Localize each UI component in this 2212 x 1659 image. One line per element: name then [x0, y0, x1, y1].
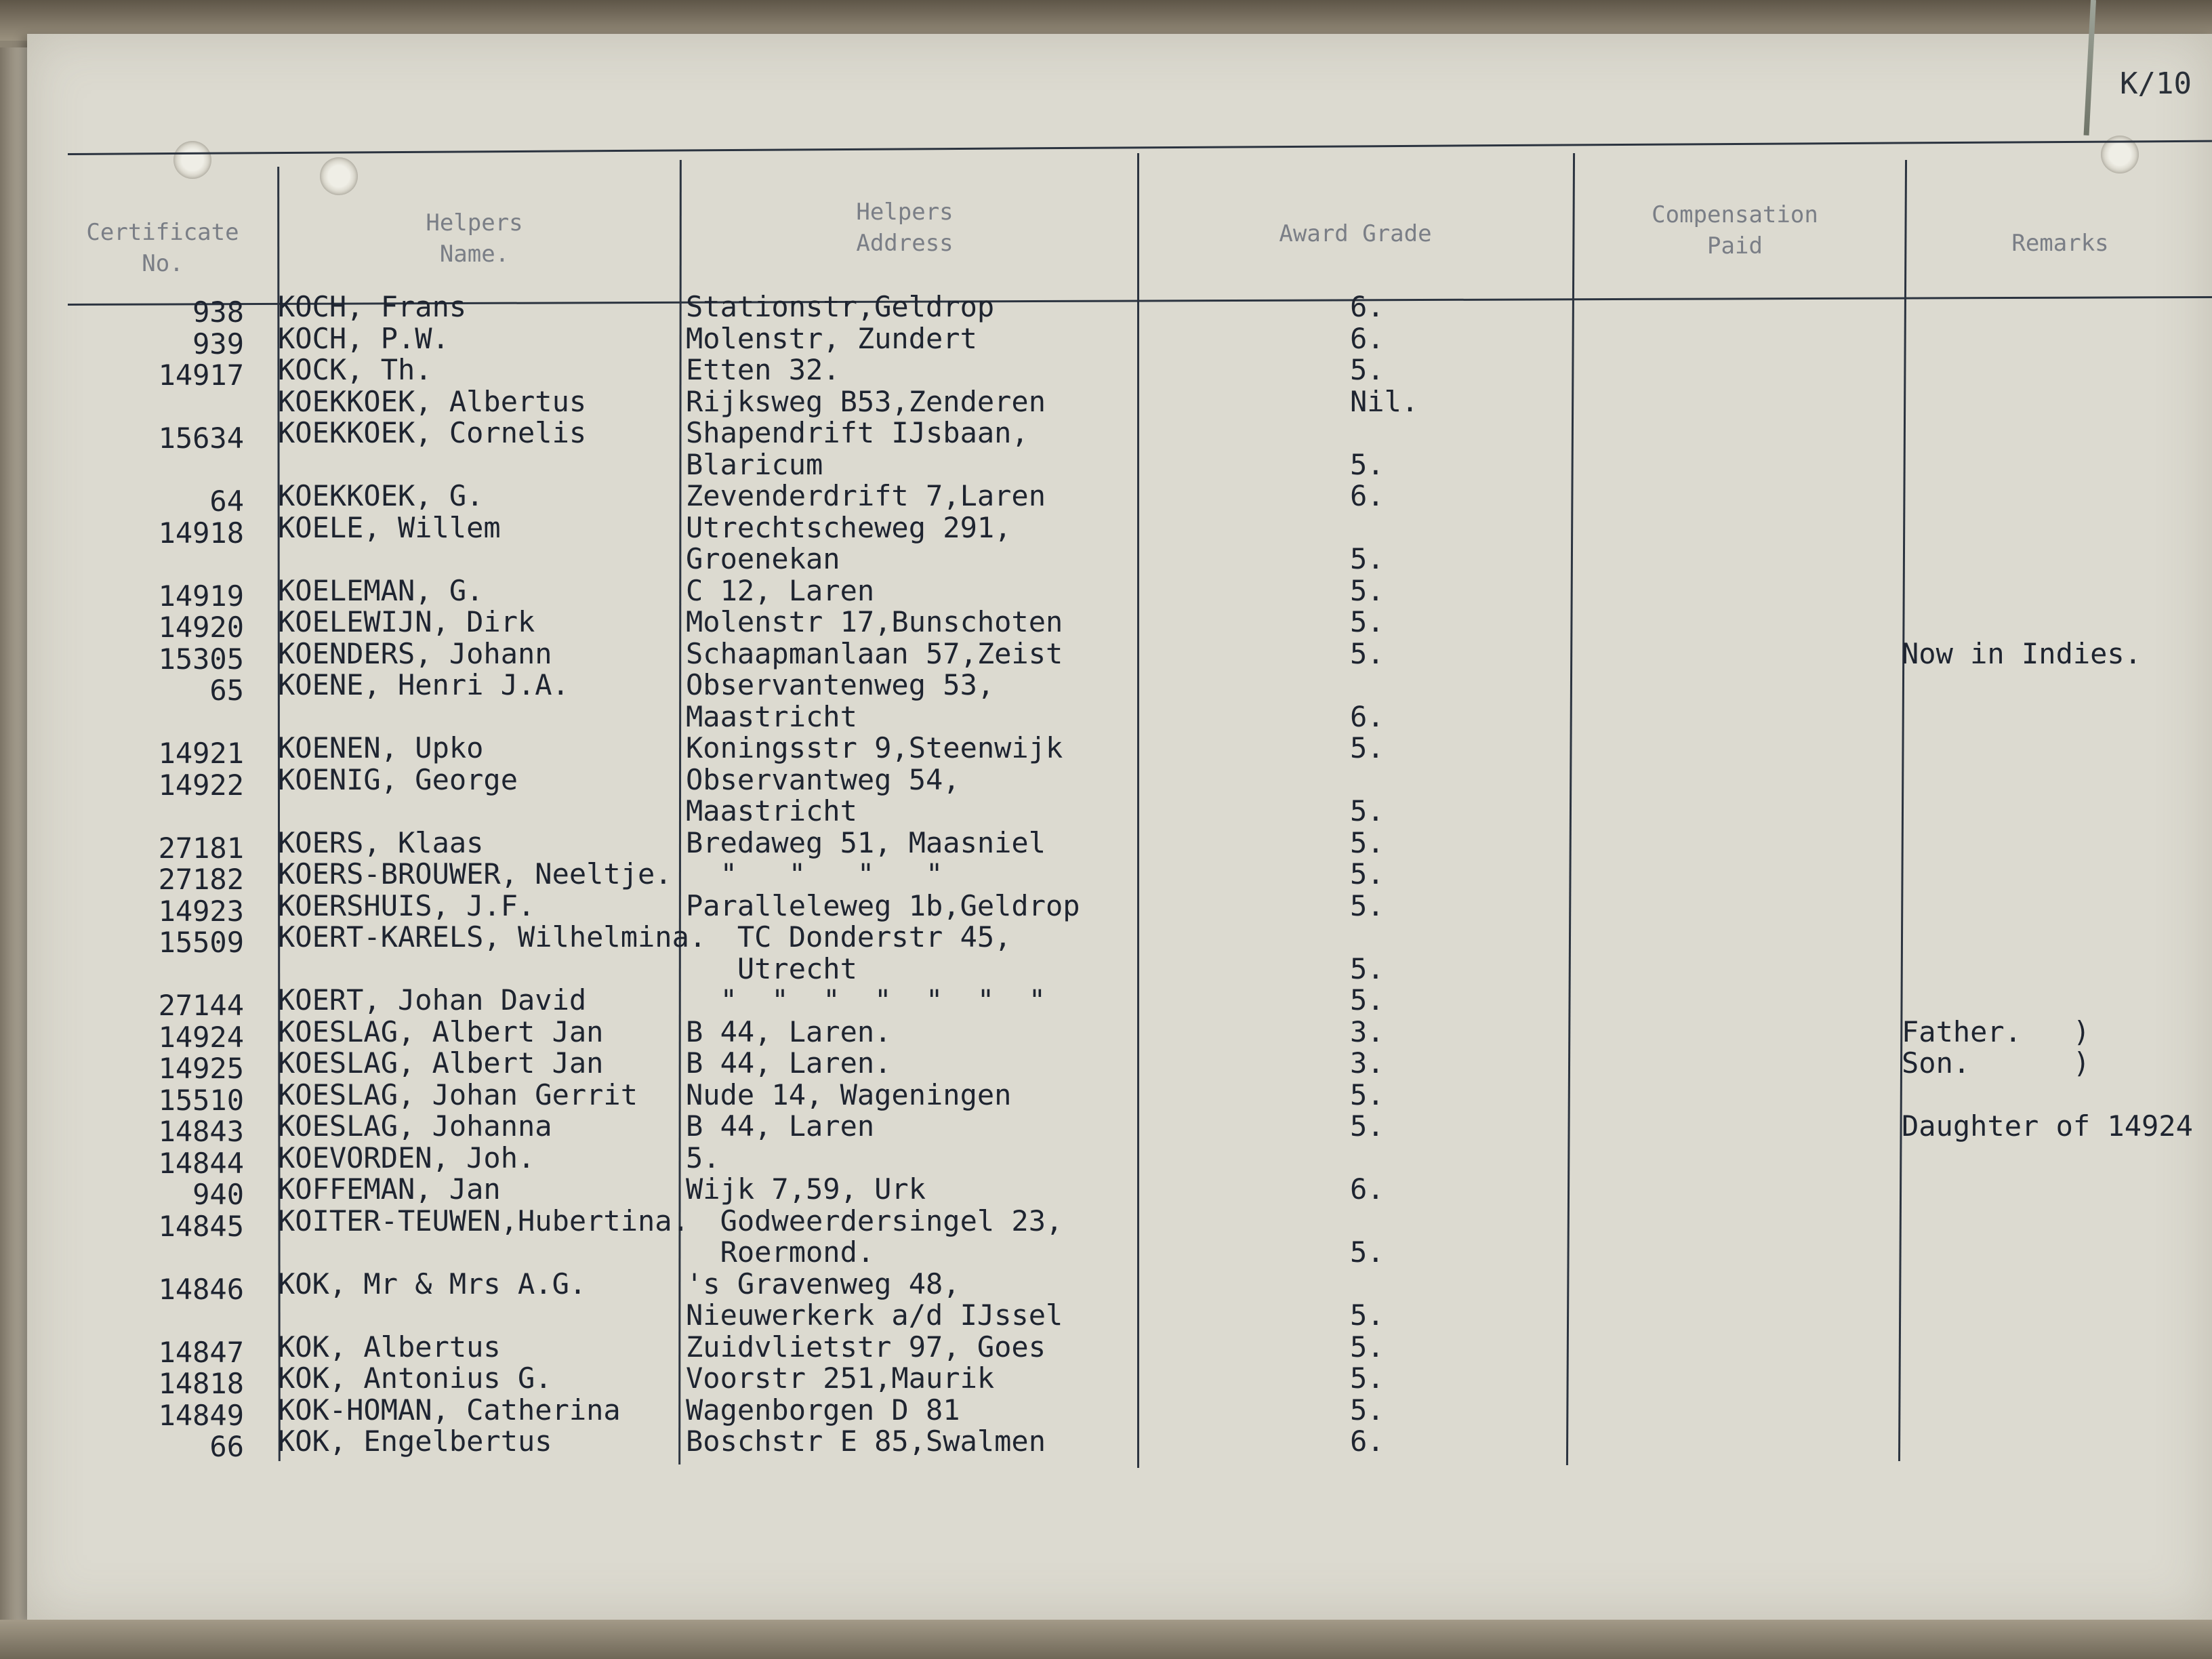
helper-address-line: Paralleleweg 1b,Geldrop	[686, 888, 1080, 922]
helper-address-line: Utrechtscheweg 291,	[686, 510, 1012, 544]
helper-address-line: Molenstr 17,Bunschoten	[686, 605, 1063, 638]
helper-name: KOK, Mr & Mrs A.G.	[278, 1267, 587, 1300]
award-grade: 5.	[1350, 636, 1385, 670]
certificate-number: 15509	[158, 926, 244, 959]
certificate-number: 14924	[158, 1020, 244, 1054]
page-edge	[0, 47, 27, 1620]
award-grade: 5.	[1350, 857, 1385, 890]
header-name: Helpers Name.	[426, 209, 523, 268]
certificate-number: 27181	[158, 831, 244, 865]
header-certificate: Certificate No.	[86, 219, 239, 277]
certificate-number: 14921	[158, 737, 244, 770]
helper-name: KOCH, P.W.	[278, 321, 449, 355]
header-compensation: Compensation Paid	[1652, 201, 1818, 260]
helper-address-line: Zevenderdrift 7,Laren	[686, 479, 1046, 512]
helper-address-line: Koningsstr 9,Steenwijk	[686, 731, 1063, 764]
helper-address-line: Roermond.	[686, 1235, 875, 1269]
punch-hole-left-2	[320, 157, 358, 195]
remark: Father. )	[1902, 1015, 2091, 1048]
helper-address-line: Nieuwerkerk a/d IJssel	[686, 1298, 1063, 1332]
helper-name: KOK, Antonius G.	[278, 1361, 552, 1395]
helper-name: KOEKKOEK, Cornelis	[278, 416, 587, 449]
certificate-number: 65	[209, 674, 244, 707]
award-grade: Nil.	[1350, 384, 1419, 418]
certificate-number: 14922	[158, 768, 244, 802]
certificate-number: 14923	[158, 894, 244, 928]
helper-name: KOERS-BROUWER, Neeltje.	[278, 857, 672, 890]
award-grade: 5.	[1350, 951, 1385, 985]
helper-address-line: C 12, Laren	[686, 573, 875, 607]
remark: Now in Indies.	[1902, 636, 2142, 670]
award-grade: 5.	[1350, 1235, 1385, 1269]
award-grade: 6.	[1350, 1172, 1385, 1206]
certificate-number: 15510	[158, 1083, 244, 1117]
certificate-number: 14918	[158, 516, 244, 550]
helper-address-line: Godweerdersingel 23,	[686, 1204, 1063, 1237]
certificate-number: 27144	[158, 989, 244, 1022]
helper-name: KOERT-KARELS, Wilhelmina.	[278, 920, 707, 954]
award-grade: 5.	[1350, 1361, 1385, 1395]
bottom-strip	[0, 1620, 2212, 1659]
helper-address-line: Rijksweg B53,Zenderen	[686, 384, 1046, 418]
helper-name: KOENEN, Upko	[278, 731, 484, 764]
helper-name: KOESLAG, Johanna	[278, 1109, 552, 1143]
certificate-number: 14917	[158, 359, 244, 392]
helper-address-line: Nude 14, Wageningen	[686, 1078, 1012, 1111]
helper-name: KOESLAG, Johan Gerrit	[278, 1078, 638, 1111]
certificate-number: 15634	[158, 422, 244, 455]
punch-hole-left-1	[173, 141, 211, 179]
award-grade: 5.	[1350, 1109, 1385, 1143]
certificate-number: 14847	[158, 1335, 244, 1369]
certificate-number: 14920	[158, 611, 244, 644]
award-grade: 5.	[1350, 1078, 1385, 1111]
helper-address-line: Bredaweg 51, Maasniel	[686, 825, 1046, 859]
helper-address-line: Maastricht	[686, 699, 857, 733]
helper-address-line: B 44, Laren.	[686, 1046, 892, 1080]
award-grade: 5.	[1350, 1298, 1385, 1332]
award-grade: 5.	[1350, 983, 1385, 1017]
helper-address-line: " " " "	[686, 857, 943, 890]
award-grade: 6.	[1350, 321, 1385, 355]
helper-address-line: B 44, Laren.	[686, 1015, 892, 1048]
award-grade: 5.	[1350, 353, 1385, 386]
helper-address-line: Stationstr,Geldrop	[686, 290, 995, 323]
helper-address-line: Molenstr, Zundert	[686, 321, 977, 355]
award-grade: 5.	[1350, 1330, 1385, 1364]
helper-name: KOELEWIJN, Dirk	[278, 605, 535, 638]
helper-address-line: " " " " " " "	[686, 983, 1046, 1017]
helper-name: KOERT, Johan David	[278, 983, 587, 1017]
helper-name: KOCK, Th.	[278, 353, 432, 386]
certificate-number: 14845	[158, 1209, 244, 1243]
helper-name: KOEKKOEK, G.	[278, 479, 484, 512]
certificate-number: 14925	[158, 1052, 244, 1085]
helper-name: KOESLAG, Albert Jan	[278, 1015, 604, 1048]
award-grade: 5.	[1350, 731, 1385, 764]
sheet-reference: K/10	[2120, 66, 2192, 101]
helper-name: KOEKKOEK, Albertus	[278, 384, 587, 418]
award-grade: 5.	[1350, 825, 1385, 859]
helper-name: KOERS, Klaas	[278, 825, 484, 859]
helper-address-line: Boschstr E 85,Swalmen	[686, 1425, 1046, 1458]
certificate-number: 66	[209, 1430, 244, 1463]
helper-name: KOENDERS, Johann	[278, 636, 552, 670]
helper-address-line: B 44, Laren	[686, 1109, 875, 1143]
helper-name: KOELEMAN, G.	[278, 573, 484, 607]
helper-address-line: Etten 32.	[686, 353, 840, 386]
certificate-number: 14844	[158, 1146, 244, 1180]
certificate-number: 14846	[158, 1272, 244, 1306]
col-rule-3	[1137, 153, 1139, 1468]
award-grade: 6.	[1350, 699, 1385, 733]
certificate-number: 940	[192, 1178, 244, 1211]
helper-name: KOFFEMAN, Jan	[278, 1172, 501, 1206]
helper-address-line: 5.	[686, 1141, 720, 1174]
award-grade: 5.	[1350, 794, 1385, 827]
helper-address-line: Voorstr 251,Maurik	[686, 1361, 995, 1395]
header-remarks: Remarks	[2011, 230, 2109, 257]
helper-address-line: Observantenweg 53,	[686, 668, 995, 701]
certificate-number: 14849	[158, 1398, 244, 1432]
award-grade: 5.	[1350, 447, 1385, 481]
helper-name: KOK, Engelbertus	[278, 1425, 552, 1458]
helper-address-line: 's Gravenweg 48,	[686, 1267, 960, 1300]
certificate-number: 939	[192, 327, 244, 361]
header-address: Helpers Address	[856, 199, 954, 257]
helper-address-line: Blaricum	[686, 447, 823, 481]
helper-name: KOITER-TEUWEN,Hubertina.	[278, 1204, 689, 1237]
award-grade: 6.	[1350, 1425, 1385, 1458]
award-grade: 6.	[1350, 479, 1385, 512]
helper-address-line: Maastricht	[686, 794, 857, 827]
certificate-number: 938	[192, 295, 244, 329]
helper-name: KOEVORDEN, Joh.	[278, 1141, 535, 1174]
helper-name: KOCH, Frans	[278, 290, 467, 323]
award-grade: 6.	[1350, 290, 1385, 323]
helper-address-line: Groenekan	[686, 542, 840, 575]
certificate-number: 64	[209, 485, 244, 518]
helper-name: KOENIG, George	[278, 762, 518, 796]
certificate-number: 14843	[158, 1115, 244, 1148]
award-grade: 5.	[1350, 1393, 1385, 1427]
award-grade: 3.	[1350, 1046, 1385, 1080]
helper-address-line: Schaapmanlaan 57,Zeist	[686, 636, 1063, 670]
helper-address-line: Observantweg 54,	[686, 762, 960, 796]
certificate-number: 14818	[158, 1367, 244, 1400]
award-grade: 5.	[1350, 542, 1385, 575]
helper-name: KOERSHUIS, J.F.	[278, 888, 535, 922]
award-grade: 5.	[1350, 605, 1385, 638]
helper-address-line: TC Donderstr 45,	[686, 920, 1012, 954]
helper-name: KOESLAG, Albert Jan	[278, 1046, 604, 1080]
helper-address-line: Wagenborgen D 81	[686, 1393, 960, 1427]
helper-name: KOELE, Willem	[278, 510, 501, 544]
helper-name: KOK-HOMAN, Catherina	[278, 1393, 621, 1427]
award-grade: 3.	[1350, 1015, 1385, 1048]
helper-address-line: Utrecht	[686, 951, 857, 985]
certificate-number: 14919	[158, 579, 244, 613]
award-grade: 5.	[1350, 573, 1385, 607]
helper-address-line: Shapendrift IJsbaan,	[686, 416, 1029, 449]
helper-name: KOK, Albertus	[278, 1330, 501, 1364]
remark: Son. )	[1902, 1046, 2091, 1080]
remark: Daughter of 14924	[1902, 1109, 2193, 1143]
header-award-grade: Award Grade	[1279, 220, 1432, 247]
certificate-number: 15305	[158, 642, 244, 676]
helper-address-line: Wijk 7,59, Urk	[686, 1172, 926, 1206]
helper-address-line: Zuidvlietstr 97, Goes	[686, 1330, 1046, 1364]
award-grade: 5.	[1350, 888, 1385, 922]
certificate-number: 27182	[158, 863, 244, 896]
helper-name: KOENE, Henri J.A.	[278, 668, 569, 701]
